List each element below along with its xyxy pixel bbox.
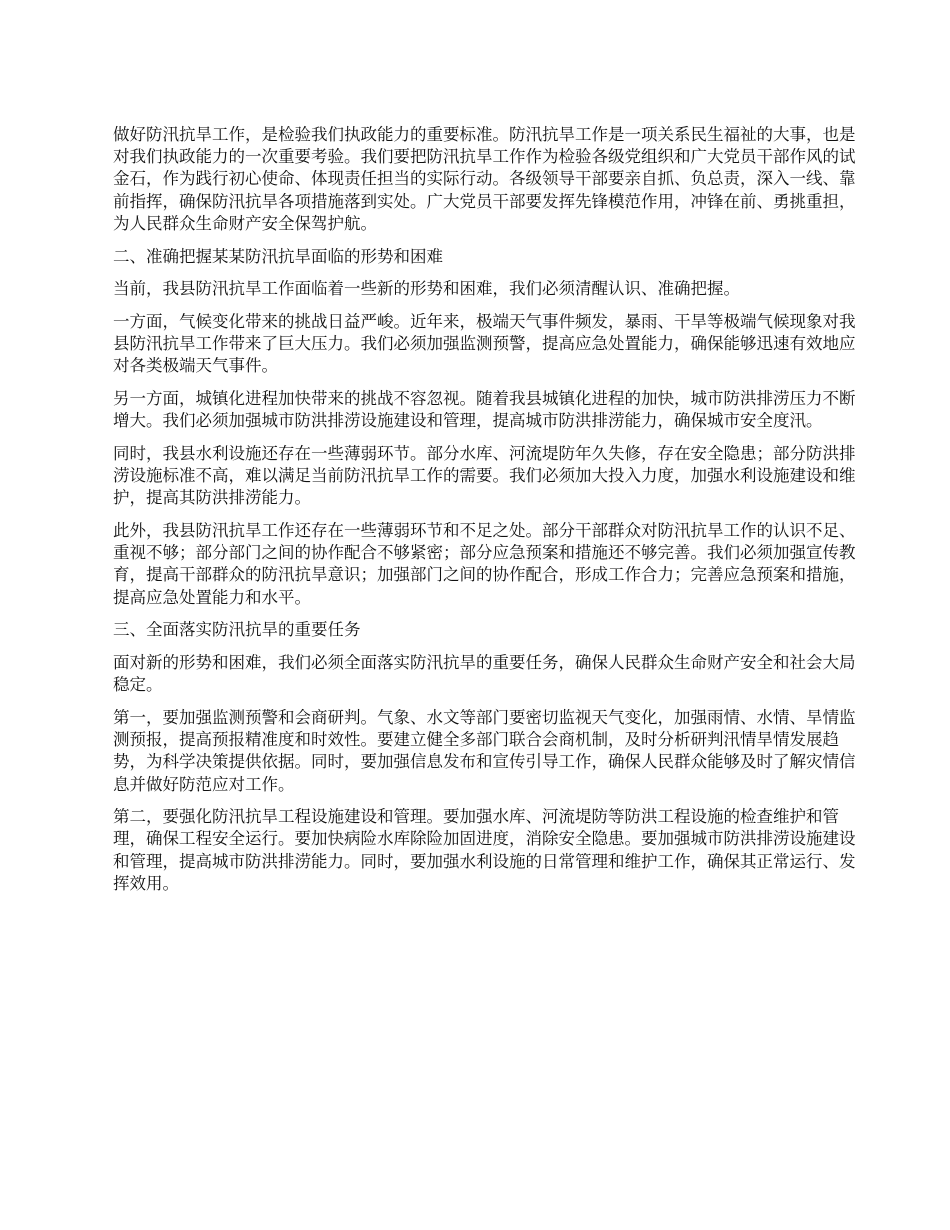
paragraph-9: 面对新的形势和困难，我们必须全面落实防汛抗旱的重要任务，确保人民群众生命财产安全和社会大局稳定。: [113, 653, 856, 695]
section-heading-2: 二、准确把握某某防汛抗旱面临的形势和困难: [113, 246, 443, 266]
section-heading-3: 三、全面落实防汛抗旱的重要任务: [113, 620, 361, 640]
document-page: [113, 124, 858, 906]
paragraph-10: 第一，要加强监测预警和会商研判。气象、水文等部门要密切监视天气变化，加强雨情、水情、旱情监测预报，提高预报精准度和时效性。要建立健全多部门联合会商机制，及时分析研判汛情旱情发展趋势，为科学决策提供依据。同时，要加强信息发布和宣传引导工作，确保人民群众能够及时了解灾情信息并做好防范应对工作。: [113, 707, 856, 794]
paragraph-11: 第二，要强化防汛抗旱工程设施建设和管理。要加强水库、河流堤防等防洪工程设施的检查维护和管理，确保工程安全运行。要加快病险水库除险加固进度，消除安全隐患。要加强城市防洪排涝设施建设和管理，提高城市防洪排涝能力。同时，要加强水利设施的日常管理和维护工作，确保其正常运行、发挥效用。: [113, 807, 856, 893]
paragraph-4: 一方面，气候变化带来的挑战日益严峻。近年来，极端天气事件频发，暴雨、干旱等极端气候现象对我县防汛抗旱工作带来了巨大压力。我们必须加强监测预警，提高应急处置能力，确保能够迅速有效地应对各类极端天气事件。: [113, 311, 856, 376]
paragraph-1: 做好防汛抗旱工作，是检验我们执政能力的重要标准。防汛抗旱工作是一项关系民生福祉的大事，也是对我们执政能力的一次重要考验。我们要把防汛抗旱工作作为检验各级党组织和广大党员干部作风的试金石，作为践行初心使命、体现责任担当的实际行动。各级领导干部要亲自抓、负总责，深入一线、靠前指挥，确保防汛抗旱各项措施落到实处。广大党员干部要发挥先锋模范作用，冲锋在前、勇挑重担，为人民群众生命财产安全保驾护航。: [113, 125, 856, 233]
paragraph-7: 此外，我县防汛抗旱工作还存在一些薄弱环节和不足之处。部分干部群众对防汛抗旱工作的认识不足、重视不够；部分部门之间的协作配合不够紧密；部分应急预案和措施还不够完善。我们必须加强宣传教育，提高干部群众的防汛抗旱意识；加强部门之间的协作配合，形成工作合力；完善应急预案和措施，提高应急处置能力和水平。: [113, 521, 856, 607]
paragraph-3: 当前，我县防汛抗旱工作面临着一些新的形势和困难，我们必须清醒认识、准确把握。: [113, 279, 740, 299]
paragraph-5: 另一方面，城镇化进程加快带来的挑战不容忽视。随着我县城镇化进程的加快，城市防洪排涝压力不断增大。我们必须加强城市防洪排涝设施建设和管理，提高城市防洪排涝能力，确保城市安全度汛。: [113, 389, 856, 431]
paragraph-6: 同时，我县水利设施还存在一些薄弱环节。部分水库、河流堤防年久失修，存在安全隐患；部分防洪排涝设施标准不高，难以满足当前防汛抗旱工作的需要。我们必须加大投入力度，加强水利设施建设和维护，提高其防洪排涝能力。: [113, 443, 856, 508]
